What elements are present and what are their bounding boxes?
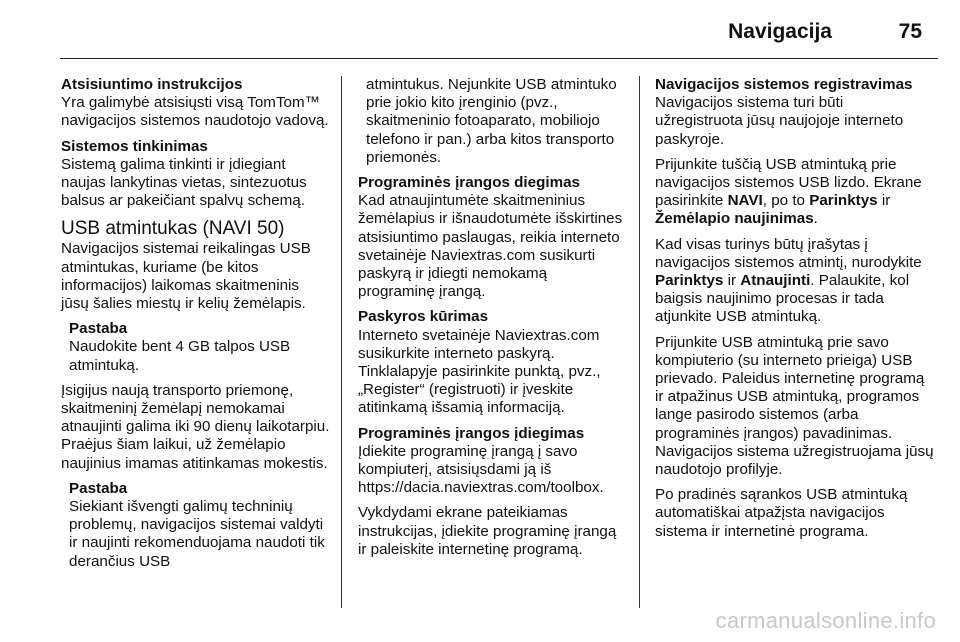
column-1 <box>61 76 331 578</box>
watermark: carmanualsonline.info <box>715 608 936 633</box>
section-title-usb: USB atmintukas (NAVI 50) <box>61 218 285 240</box>
paragraph-software-install: Kad atnaujintumėte skaitmeninius žemėlapius ir išnaudotumėte išskirtines atsisiuntimo paslaugas, reikia interneto svetainėje Naviextras.com susikurti paskyrą ir įdiegti nemokamą programinę įrangą. <box>358 192 623 301</box>
heading-system-customization: Sistemos tinkinimas <box>61 137 208 155</box>
heading-system-registration: Navigacijos sistemos registravimas <box>655 76 913 93</box>
page-header <box>0 0 960 60</box>
header-divider <box>60 58 938 59</box>
text-run: . Palaukite, kol baigsis naujinimo procesas ir tada atjunkite USB atmintuką. <box>655 272 910 326</box>
paragraph-software-download: Įdiekite programinę įrangą į savo kompiuterį, atsisiųsdami ją iš https://dacia.naviextras.com/toolbox. <box>358 442 604 497</box>
page-title: Navigacija <box>728 20 832 43</box>
heading-account-creation: Paskyros kūrimas <box>358 308 489 326</box>
column-divider-1 <box>341 76 342 608</box>
paragraph-connect-usb <box>655 156 935 229</box>
paragraph-connect-computer: Prijunkite USB atmintuką prie savo kompiuterio (su interneto prieiga) USB prievado. Paleidus internetinę programą ir atpažinus USB atmintuką, programos lange pasirodo sistemos (arba programinės įrangos) pavadinimas. Navigacijos sistema užregistruojama jūsų naudotojo profilyje. <box>655 333 934 479</box>
text-run: Prijunkite tuščią USB atmintuką prie navigacijos sistemos USB lizdo. Ekrane pasirinkite <box>655 155 922 210</box>
text-run: Kad visas turinys būtų įrašytas į navigacijos sistemos atmintį, nurodykite <box>655 235 922 271</box>
menu-term-update: Atnaujinti <box>740 272 811 290</box>
text-run: ir <box>723 272 741 290</box>
text-run: ir <box>877 192 891 210</box>
page-number: 75 <box>898 20 922 43</box>
paragraph-free-updates: Įsigijus naują transporto priemonę, skaitmeninį žemėlapį nemokamai atnaujinti galima iki 90 dienų laikotarpiu. Praėjus šiam laikui, už žemėlapio naujinius imamas atitinkamas mokestis. <box>61 381 330 472</box>
menu-term-options: Parinktys <box>809 192 878 210</box>
text-run: , po to <box>762 192 810 210</box>
note-1 <box>61 320 331 375</box>
note-1-title: Pastaba <box>69 320 128 338</box>
note-2-continued: atmintukus. Nejunkite USB atmintuko prie jokio kito įrenginio (pvz., skaitmeninio fotoaparato, mobiliojo telefono ir pan.) arba kitos transporto priemonės. <box>366 76 617 166</box>
heading-software-install: Programinės įrangos diegimas <box>358 174 580 192</box>
note-2 <box>61 480 331 571</box>
paragraph-save-content <box>655 236 935 327</box>
paragraph-customization: Sistemą galima tinkinti ir įdiegiant naujas lankytinas vietas, sintezuotus balsus ar pakeičiant spalvų schemą. <box>61 155 307 210</box>
paragraph-software-run: Vykdydami ekrane pateikiamas instrukcijas, įdiekite programinę įrangą ir paleiskite internetinę programą. <box>358 504 617 558</box>
heading-download-instructions: Atsisiuntimo instrukcijos <box>61 76 243 93</box>
paragraph-initial-setup: Po pradinės sąrankos USB atmintuką automatiškai atpažįsta navigacijos sistema ir internetinė programa. <box>655 486 908 540</box>
paragraph-download: Yra galimybė atsisiųsti visą TomTom™ navigacijos sistemos naudotojo vadovą. <box>61 94 329 130</box>
text-run: . <box>813 210 818 228</box>
paragraph-account-creation: Interneto svetainėje Naviextras.com susikurkite interneto paskyrą. Tinklalapyje pasirinkite punktą, pvz., „Register“ (registruoti) ir įveskite atitinkamą išsamią informaciją. <box>358 326 601 417</box>
menu-term-map-update: Žemėlapio naujinimas <box>655 210 814 228</box>
column-3 <box>655 76 935 548</box>
note-2-title: Pastaba <box>69 479 128 497</box>
menu-term-navi: NAVI <box>727 192 763 210</box>
column-2 <box>358 76 624 566</box>
column-divider-2 <box>639 76 640 608</box>
note-1-text: Naudokite bent 4 GB talpos USB atmintuką. <box>69 338 291 374</box>
menu-term-options: Parinktys <box>655 272 724 290</box>
paragraph-registration: Navigacijos sistema turi būti užregistruota jūsų naujojoje interneto paskyroje. <box>655 94 904 148</box>
heading-software-setup: Programinės įrangos įdiegimas <box>358 424 585 442</box>
paragraph-usb-required: Navigacijos sistemai reikalingas USB atmintukas, kuriame (be kitos informacijos) laikomas skaitmeninis jūsų šalies miestų ir kelių žemėlapis. <box>61 240 311 313</box>
note-2-text: Siekiant išvengti galimų techninių problemų, navigacijos sistemai valdyti ir naujinti rekomenduojama naudoti tik derančius USB <box>69 498 325 570</box>
